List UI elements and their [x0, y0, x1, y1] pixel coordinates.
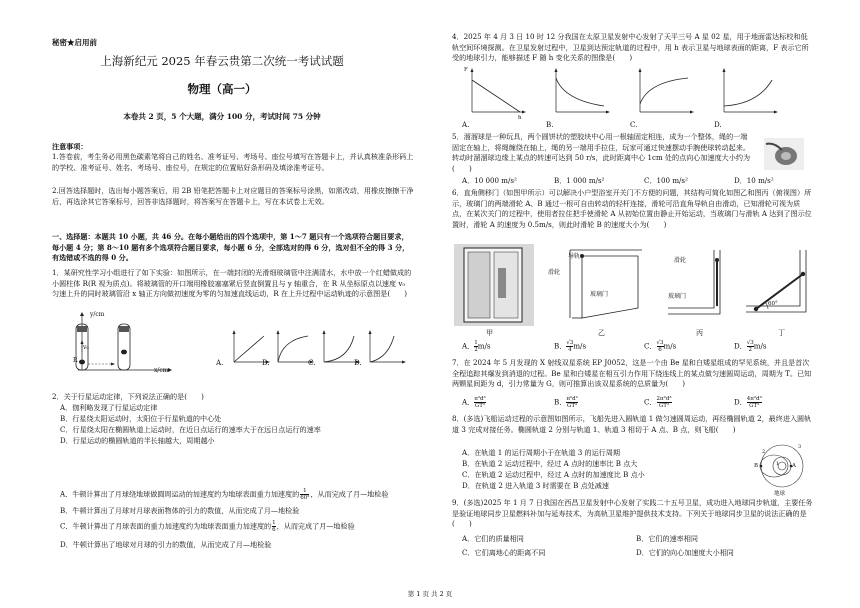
q1-ylabel: y/cm [90, 311, 105, 318]
q6-b-num: √3 [566, 340, 574, 346]
notes-title: 注意事项： [52, 142, 88, 151]
q7-a-label: A． [462, 397, 475, 407]
q6-d-num: √3 [746, 340, 754, 346]
q6-option-d[interactable] [734, 340, 767, 353]
q3-option-c-fraction [272, 520, 276, 533]
q6-b-label: B． [554, 341, 567, 351]
q8-option-b[interactable]: B．在轨道 2 运动过程中，经过 A 点时的速率比 B 点大 [462, 459, 638, 468]
exam-info: 本卷共 2 页，5 个大题，满分 100 分，考试时间 75 分钟 [123, 112, 321, 121]
q7-a-num: π²d³ [474, 396, 486, 402]
q7-b-frac [566, 396, 578, 409]
q8-label-2: 2 [762, 449, 766, 455]
q6-figure-jia [454, 244, 534, 326]
q7-b-num: π²d² [566, 396, 578, 402]
q8-option-c[interactable]: C．在轨道 2 运动过程中，经过 A 点时的加速度比 B 点小 [462, 470, 645, 479]
q5-option-d[interactable]: D．10 m/s² [734, 176, 774, 185]
q1-option-d[interactable]: D. [354, 358, 362, 367]
q3-option-c[interactable] [60, 520, 355, 533]
q6-c-frac [657, 340, 664, 353]
q1-option-a[interactable]: A. [216, 358, 224, 367]
q8-label-3: 3 [798, 444, 802, 450]
q7-b-label: B． [554, 397, 567, 407]
q6-c-num: √3 [656, 340, 664, 346]
q7-d-num: 4π²d³ [746, 396, 762, 402]
q6-fig-label-yi: 乙 [598, 328, 606, 337]
q2-option-d[interactable]: D．行星运动的椭圆轨道的半长轴越大，周期越小 [60, 436, 215, 445]
q4-option-graphs [466, 68, 806, 126]
q6-b-unit: m/s [573, 341, 587, 351]
note-1: 1.答卷前，考生务必用黑色碳素笔将自己的姓名、准考证号、考场号、座位号填写在答题卡上，并认真核准条形码上的学校、准考证号、姓名、考场号、座位号，在规定的位置贴好条形码及填涂准考证号。 [52, 152, 414, 172]
q9-text: 9．(多选)2025 年 1 月 7 日我国在西昌卫星发射中心发射了实践二十五号卫星，成功进入地球同步轨道，主要任务是验证地球同步卫星燃料补加与延寿技术，为高轨卫星维护提供技术支持。下列关于地球同步卫星的说法正确的是( ) [452, 498, 813, 528]
q7-d-den: GT² [749, 403, 760, 409]
q6-text: 6．直角侧移门（如图甲所示）可以解决小户型浴室开关门不方便的问题，其结构可简化如图乙和图丙（俯视图）所示，玻璃门的两端滑轮 A、B 通过一根可自由转动的轻杆连接，滑轮可沿直角导轨自由滑动，已知滑轮可视为质点，在某次关门的过程中，使用者拉住把手使滑轮 A 从初始位置由静止开始运动，当玻璃门与滑轨 A 达到了图示位置时，滑轮 A 的速度为 0.5m/s，则此时滑轮 B 的速度大小为( ) [452, 188, 812, 229]
secret-mark: 秘密★启用前 [52, 38, 97, 47]
q9-option-d[interactable]: D．它们的向心加速度大小相同 [636, 548, 734, 557]
q8-earth-label: 地球 [774, 491, 786, 497]
q1-r-label: R [73, 357, 78, 364]
q1-option-d-graph [364, 330, 406, 370]
q7-a-den: GT² [474, 403, 486, 409]
q6-option-b[interactable] [554, 340, 586, 353]
q7-c-frac [657, 396, 672, 409]
q7-c-num: 2π²d³ [656, 396, 672, 402]
q1-apparatus-figure [70, 312, 200, 382]
q4-graph-d [723, 68, 779, 114]
q4-graph-b [555, 68, 611, 114]
q4-text: 4．2025 年 4 月 3 日 10 时 12 分我国在太原卫星发射中心发射了天平三号 A 星 02 星，用于地面雷达标校和低轨空间环境探测。在卫星发射过程中，卫星到达预定轨道的过程中，用 h 表示卫星与地球表面的距离，F 表示它所受的地球引力，能够描述 F 随 h 变化关系的图像是( ) [452, 32, 809, 62]
q6-option-a[interactable] [462, 340, 490, 353]
exam-title: 上海新纪元 2025 年春云贵第二次统一考试试题 [100, 54, 344, 68]
q8-option-d[interactable]: D．在轨道 2 进入轨道 3 时需要在 B 点处减速 [462, 481, 609, 490]
q4-h-label: h [518, 115, 522, 121]
q6-glass-label-yi: 玻璃门 [590, 291, 609, 298]
q7-option-b[interactable] [554, 396, 578, 409]
q4-f-label: F [464, 67, 468, 73]
q6-angle-label: 60° [768, 301, 778, 307]
q1-option-b[interactable]: B. [262, 358, 270, 367]
q8-option-a[interactable]: A．在轨道 1 的运行周期小于在轨道 3 的运行周期 [462, 448, 620, 457]
q7-option-d[interactable] [734, 396, 762, 409]
q6-hualun-label-bing: 滑轮 [674, 257, 687, 264]
q4-graph-a [471, 68, 527, 114]
q3-a-num: 1 [300, 488, 309, 495]
q3-c-den: 6 [272, 527, 276, 533]
q3-option-d[interactable]: D．牛顿计算出了地球对月球的引力的数值，从而完成了月—地检验 [60, 540, 272, 549]
q3-option-a-end: ，从而完成了月—地检验 [310, 489, 389, 499]
q6-d-den: 2 [748, 347, 753, 353]
q5-option-c[interactable]: C．100 m/s² [644, 176, 688, 185]
q4-option-c[interactable]: C. [630, 120, 638, 129]
q3-option-a-text: A．牛顿计算出了月球绕地球做圆周运动的加速度约为地球表面重力加速度的 [60, 489, 300, 499]
yoyo-photo [764, 138, 804, 170]
q7-b-den: GT² [566, 403, 578, 409]
q2-option-a[interactable]: A．伽利略发现了行星运动定律 [60, 403, 158, 412]
q7-option-c[interactable] [644, 396, 672, 409]
q4-graph-c [639, 68, 695, 114]
q3-option-a-fraction [300, 488, 309, 501]
q5-text: 5．溜溜球是一种玩具，两个圆饼状的塑胶块中心用一根轴固定相连，成为一个整体，绳的一端固定在轴上，将绳缠绕在轴上，绳的另一端用手拉住，玩家可通过快速摆动手腕使球转动起来。转动时溜溜球边缘上某点的转速可达到 50 r/s，此时距离中心 1cm 处的点向心加速度大小约为( ) [452, 132, 751, 173]
q8-orbit-figure [752, 440, 812, 490]
q5-option-b[interactable]: B．1 000 m/s² [554, 176, 605, 185]
q8-text: 8．(多选)飞船运动过程的示意图如图所示，飞船先进入圆轨道 1 做匀速圆周运动，再经椭圆轨道 2，最终进入圆轨道 3 完成对接任务。椭圆轨道 2 分别与轨道 1、轨道 3 相切于 A 点、B 点，则飞船( ) [452, 414, 812, 434]
q7-d-frac [747, 396, 762, 409]
q6-d-unit: m/s [753, 341, 767, 351]
q6-figure-yi [552, 246, 652, 322]
q6-fig-label-jia: 甲 [486, 328, 494, 337]
q6-c-label: C． [644, 341, 657, 351]
q6-figure-ding [742, 248, 814, 322]
subject-title: 物理（高一） [187, 82, 257, 96]
q6-daogui-label: 导轨 [568, 253, 581, 260]
q7-a-frac [474, 396, 486, 409]
note-2: 2.回答选择题时，选出每小题答案后，用 2B 铅笔把答题卡上对应题目的答案标号涂黑，如需改动，用橡皮擦擦干净后，再选涂其它答案标号，回答非选择题时，将答案写在答题卡上，写在本试卷上无效。 [52, 186, 414, 206]
q6-hualun-label-yi: 滑轮 [548, 269, 561, 276]
q3-a-den: 60² [300, 495, 310, 501]
q6-c-unit: m/s [663, 341, 677, 351]
q7-text: 7．在 2024 年 5 月发现的 X 射线双星系统 EP J0052，这是一个由 Be 星和白矮星组成的罕见系统，并且是首次全程追踪其爆发到消退的过程。Be 星和白矮星在相互引力作用下绕连线上的某点做匀速圆周运动，周期为 T。已知两颗星间距为 d，引力常量为 G，则可推算出该双星系统的总质量为( ) [452, 358, 812, 388]
q6-a-label: A． [462, 341, 475, 351]
q3-option-c-text: C．牛顿计算出了月球表面的重力加速度约为地球表面重力加速度的 [60, 521, 272, 531]
q4-option-a[interactable]: A. [462, 120, 470, 129]
q2-stem: 2．关于行星运动定律，下列说法正确的是( ) [52, 392, 204, 401]
q6-glass-label-bing: 玻璃门 [668, 293, 687, 300]
q6-a-unit: m/s [477, 341, 491, 351]
q6-option-c[interactable] [644, 340, 676, 353]
q3-option-c-end: ，从而完成了月—地检验 [276, 521, 355, 531]
q4-option-d[interactable]: D. [714, 120, 722, 129]
q6-fig-label-bing: 丙 [696, 328, 704, 337]
q6-d-frac [747, 340, 754, 353]
q6-c-den: 6 [658, 347, 662, 353]
q2-option-c[interactable]: C．行星绕太阳在椭圆轨道上运动时，在近日点运行的速率大于在远日点运行的速率 [60, 425, 321, 434]
q8-label-b: B [754, 463, 759, 469]
q8-label-1: 1 [776, 461, 780, 467]
q1-xlabel: x/cm [154, 367, 169, 374]
q9-option-c[interactable]: C．它们离地心的距离不同 [462, 548, 546, 557]
q1-option-c[interactable]: C. [308, 358, 316, 367]
q9-option-b[interactable]: B．它们的速率相同 [636, 534, 698, 543]
q7-d-label: D． [734, 397, 747, 407]
section1-intro: 一、选择题：本题共 10 小题，共 46 分。在每小题给出的四个选项中，第 1～7 题只有一个选项符合题目要求，每小题 4 分；第 8～10 题有多个选项符合题目要求，每小题 6 分，全部选对的得 6 分，选对但不全的得 3 分，有选错或不选的得 0 分。 [52, 232, 410, 262]
q3-option-b[interactable]: B．牛顿计算出了月球对月球表面物体的引力的数值，从而完成了月—地检验 [60, 506, 300, 515]
q6-a-den: 2 [474, 347, 478, 353]
q7-c-den: GT² [658, 403, 670, 409]
q7-option-a[interactable] [462, 396, 486, 409]
q9-option-a[interactable]: A．它们的质量相同 [462, 534, 524, 543]
q8-label-a: A [792, 463, 796, 469]
q4-option-b[interactable]: B. [546, 120, 554, 129]
page-footer: 第 1 页 共 2 页 [407, 590, 453, 598]
q6-fig-label-ding: 丁 [778, 328, 786, 337]
q3-option-a[interactable] [60, 488, 388, 501]
q2-option-b[interactable]: B．行星绕太阳运动时，太阳位于行星轨道的中心处 [60, 414, 222, 423]
q5-option-a[interactable]: A．10 000 m/s² [462, 176, 517, 185]
q7-c-label: C． [644, 397, 657, 407]
q6-a-num: 1 [474, 340, 478, 346]
q1-v0-label: v₀ [83, 344, 89, 351]
q1-text: 1．某研究性学习小组进行了如下实验：如图所示，在一端封闭的光滑细玻璃管中注满清水，水中放一个红蜡做成的小圆柱体 R(R 视为质点)。将玻璃管的开口端用橡胶塞塞紧后竖直倒置且与 y 轴重合，在 R 从坐标原点以速度 v₀ 匀速上升的同时玻璃管沿 x 轴正方向做初速度为零的匀加速直线运动，R 在上升过程中运动轨迹的示意图是( ) [52, 268, 412, 298]
q3-c-num: 1 [272, 520, 276, 526]
q6-d-label: D． [734, 341, 747, 351]
q6-b-den: 4 [568, 347, 572, 353]
